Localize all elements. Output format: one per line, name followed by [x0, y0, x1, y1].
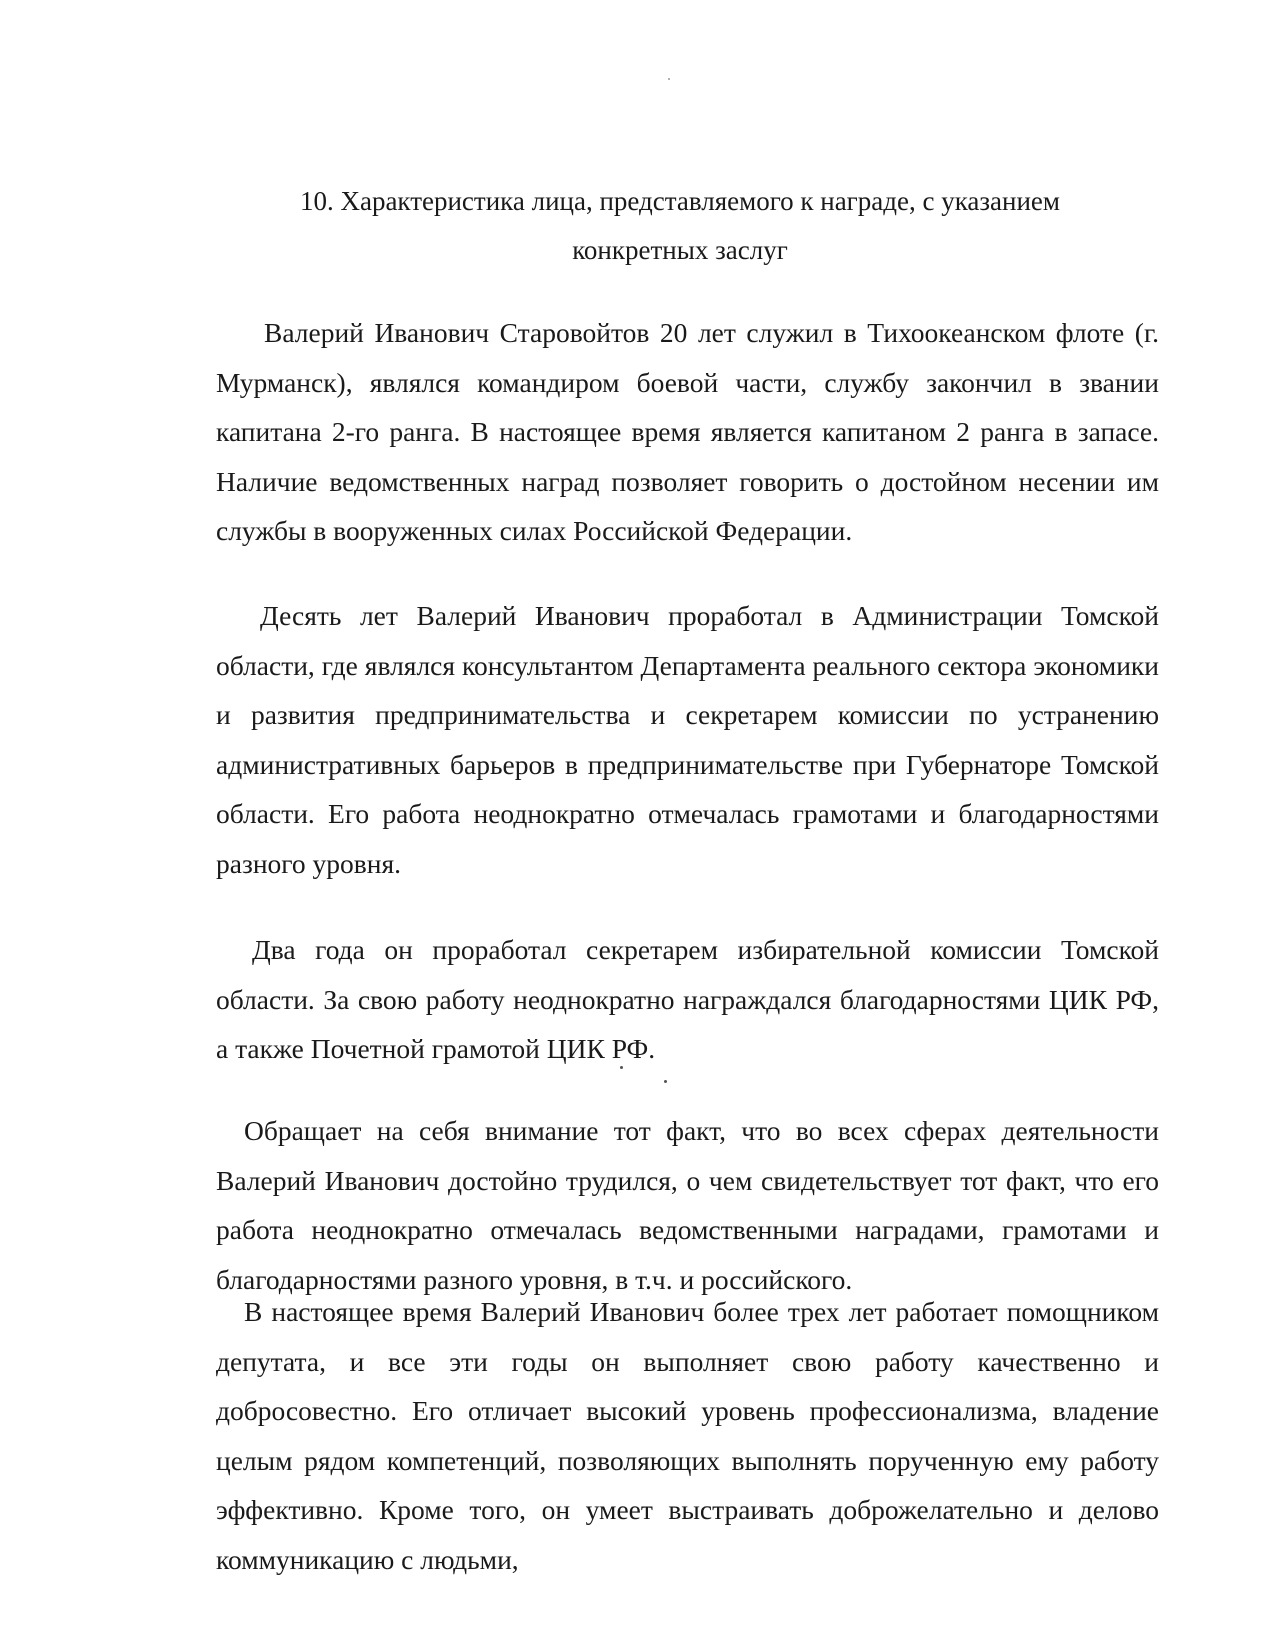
- paragraph-election-commission: Два года он проработал секретарем избирательной комиссии Томской области. За свою работу неоднократно награждался благодарностями ЦИК РФ, а также Почетной грамотой ЦИК РФ.: [216, 934, 1159, 1064]
- section-heading: [200, 177, 1160, 275]
- heading-line-1: 10. Характеристика лица, представляемого к награде, с указанием: [299, 186, 1061, 216]
- scan-speck: [664, 1080, 667, 1083]
- paragraph-current-work: В настоящее время Валерий Иванович более трех лет работает помощником депутата, и все эти годы он выполняет свою работу качественно и добросовестно. Его отличает высокий уровень профессионализма, владение целым рядом компетенций, позволяющих выполнять порученную ему работу эффективно. Кроме того, он умеет выстраивать доброжелательно и делово коммуникацию с людьми,: [216, 1296, 1159, 1575]
- paragraph-administration-work: Десять лет Валерий Иванович проработал в Администрации Томской области, где являлся консультантом Департамента реального сектора экономики и развития предпринимательства и секретарем комиссии по устранению административных барьеров в предпринимательстве при Губернаторе Томской области. Его работа неоднократно отмечалась грамотами и благодарностями разного уровня.: [216, 600, 1159, 879]
- scan-speck: [620, 1066, 623, 1069]
- paragraph-achievements: Обращает на себя внимание тот факт, что во всех сферах деятельности Валерий Иванович достойно трудился, о чем свидетельствует тот факт, что его работа неоднократно отмечалась ведомственными наградами, грамотами и благодарностями разного уровня, в т.ч. и российского.: [216, 1115, 1159, 1295]
- paragraph-military-service: Валерий Иванович Старовойтов 20 лет служил в Тихоокеанском флоте (г. Мурманск), являлся командиром боевой части, службу закончил в звании капитана 2-го ранга. В настоящее время является капитаном 2 ранга в запасе. Наличие ведомственных наград позволяет говорить о достойном несении им службы в вооруженных силах Российской Федерации.: [216, 317, 1159, 546]
- heading-line-2: конкретных заслуг: [572, 235, 788, 265]
- scan-speck: [668, 78, 670, 80]
